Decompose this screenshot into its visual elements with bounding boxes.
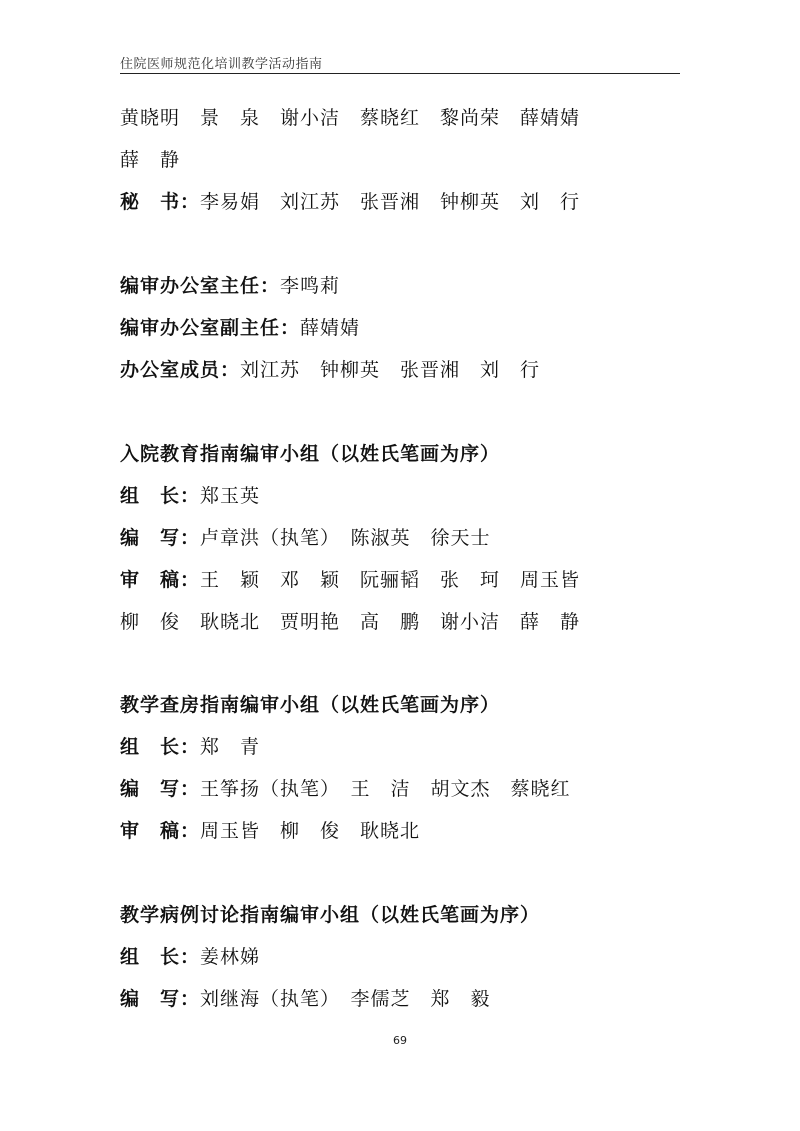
reviewer-line xyxy=(120,817,420,845)
writer-label: 编 写： xyxy=(120,988,201,1010)
writer-label: 编 写： xyxy=(120,778,201,800)
reviewer-names: 王 颖 邓 颖 阮骊韬 张 珂 周玉皆 xyxy=(200,569,581,591)
office-director-name: 李鸣莉 xyxy=(280,275,341,297)
leader-line xyxy=(120,943,260,971)
reviewer-names: 周玉皆 柳 俊 耿晓北 xyxy=(200,820,421,842)
office-members-line xyxy=(120,356,540,384)
office-members-label: 办公室成员： xyxy=(120,359,241,381)
writer-names: 卢章洪（执笔） 陈淑英 徐天士 xyxy=(200,527,491,549)
office-members-names: 刘江苏 钟柳英 张晋湘 刘 行 xyxy=(240,359,541,381)
reviewer-line xyxy=(120,566,580,594)
leader-line xyxy=(120,733,260,761)
reviewer-label: 审 稿： xyxy=(120,569,201,591)
secretary-line xyxy=(120,188,580,216)
office-deputy-label: 编审办公室副主任： xyxy=(120,317,301,339)
leader-name: 郑玉英 xyxy=(200,485,261,507)
reviewer-continuation-line: 柳 俊 耿晓北 贾明艳 高 鹏 谢小洁 薛 静 xyxy=(120,611,581,633)
leader-name: 郑 青 xyxy=(200,736,261,758)
member-list-line: 薛 静 xyxy=(120,149,181,171)
office-director-label: 编审办公室主任： xyxy=(120,275,281,297)
office-deputy-line xyxy=(120,314,360,342)
writer-line xyxy=(120,985,491,1013)
writer-line xyxy=(120,775,571,803)
leader-label: 组 长： xyxy=(120,946,201,968)
running-header-title: 住院医师规范化培训教学活动指南 xyxy=(120,57,323,72)
page-number: 69 xyxy=(393,1034,407,1047)
leader-label: 组 长： xyxy=(120,485,201,507)
writer-label: 编 写： xyxy=(120,527,201,549)
section-heading: 教学病例讨论指南编审小组（以姓氏笔画为序） xyxy=(120,904,541,926)
writer-names: 王筝扬（执笔） 王 洁 胡文杰 蔡晓红 xyxy=(200,778,571,800)
office-deputy-name: 薛婧婧 xyxy=(300,317,361,339)
member-list-line: 黄晓明 景 泉 谢小洁 蔡晓红 黎尚荣 薛婧婧 xyxy=(120,107,581,129)
office-director-line xyxy=(120,272,340,300)
leader-line xyxy=(120,482,260,510)
writer-line xyxy=(120,524,491,552)
leader-label: 组 长： xyxy=(120,736,201,758)
section-heading: 教学查房指南编审小组（以姓氏笔画为序） xyxy=(120,694,501,716)
section-heading: 入院教育指南编审小组（以姓氏笔画为序） xyxy=(120,443,501,465)
leader-name: 姜林娣 xyxy=(200,946,261,968)
secretary-label: 秘 书： xyxy=(120,191,201,213)
secretary-names: 李易娟 刘江苏 张晋湘 钟柳英 刘 行 xyxy=(200,191,581,213)
writer-names: 刘继海（执笔） 李儒芝 郑 毅 xyxy=(200,988,491,1010)
reviewer-label: 审 稿： xyxy=(120,820,201,842)
header-divider xyxy=(120,73,680,74)
